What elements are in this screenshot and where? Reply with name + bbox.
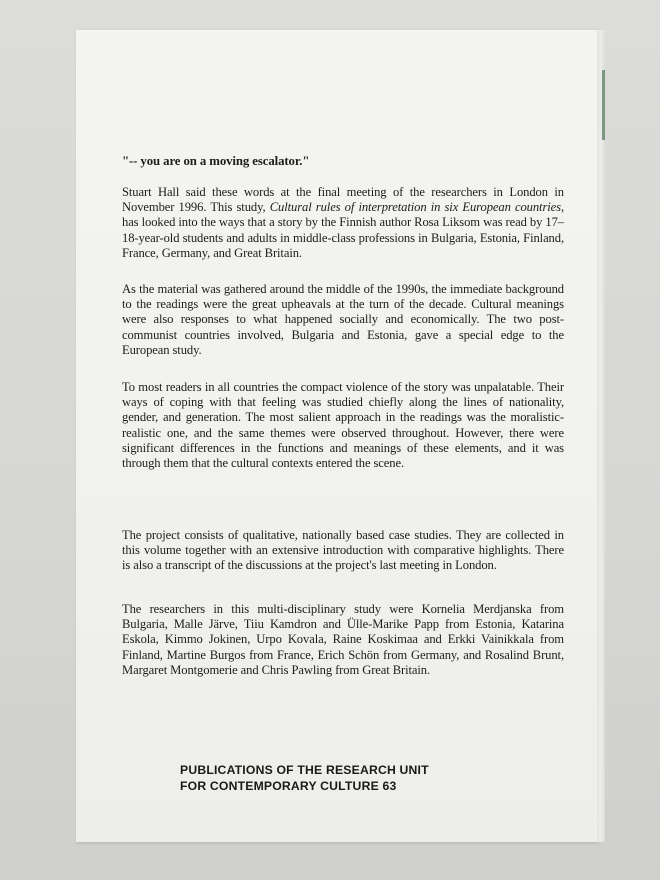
- paragraph-readers: To most readers in all countries the compact violence of the story was unpalatable. Their ways of coping with that feeling was studied chiefly along the lines of nationality, gender, and generation. The most salient approach in the readings was the moralistic-realistic one, and the same themes were observed throughout. However, there were significant differences in the functions and meanings of these elements, and it was through them that the cultural contexts entered the scene.: [122, 380, 564, 471]
- publisher-line-1: PUBLICATIONS OF THE RESEARCH UNIT: [180, 763, 429, 777]
- paragraph-researchers: The researchers in this multi-disciplinary study were Kornelia Merdjanska from Bulgaria, Malle Järve, Tiiu Kamdron and Ülle-Marike Papp from Estonia, Katarina Eskola, Kimmo Jokinen, Urpo Kovala, Raine Koskimaa and Erkki Vainikkala from Finland, Martine Burgos from France, Erich Schön from Germany, and Rosalind Brunt, Margaret Montgomerie and Chris Pawling from Great Britain.: [122, 602, 564, 677]
- study-title: Cultural rules of interpretation in six European countries: [269, 200, 561, 215]
- spine-color-strip: [602, 70, 605, 140]
- paragraph-intro-text-1: Stuart Hall said these words at the final meeting of the researchers in London in November 1996. This study,: [122, 185, 564, 215]
- book-back-cover: [76, 30, 598, 842]
- opening-quote: "-- you are on a moving escalator.": [122, 154, 310, 168]
- paragraph-intro-text-2: , has looked into the ways that a story by the Finnish author Rosa Liksom was read by 17–18-year-old students and adults in middle-class professions in Bulgaria, Estonia, Finland, France, Germany, and Great Britain.: [122, 200, 564, 260]
- paragraph-intro: [122, 185, 564, 261]
- publisher-line-2: FOR CONTEMPORARY CULTURE 63: [180, 779, 397, 793]
- paragraph-project: The project consists of qualitative, nationally based case studies. They are collected in this volume together with an extensive introduction with comparative highlights. There is also a transcript of the discussions at the project's last meeting in London.: [122, 528, 564, 573]
- paragraph-background: As the material was gathered around the middle of the 1990s, the immediate background to the readings were the great upheavals at the turn of the decade. Cultural meanings were also responses to what happened socially and economically. The two post-communist countries involved, Bulgaria and Estonia, gave a special edge to the European study.: [122, 282, 564, 357]
- publisher-series: [180, 762, 540, 794]
- book-spine-edge: [597, 30, 605, 842]
